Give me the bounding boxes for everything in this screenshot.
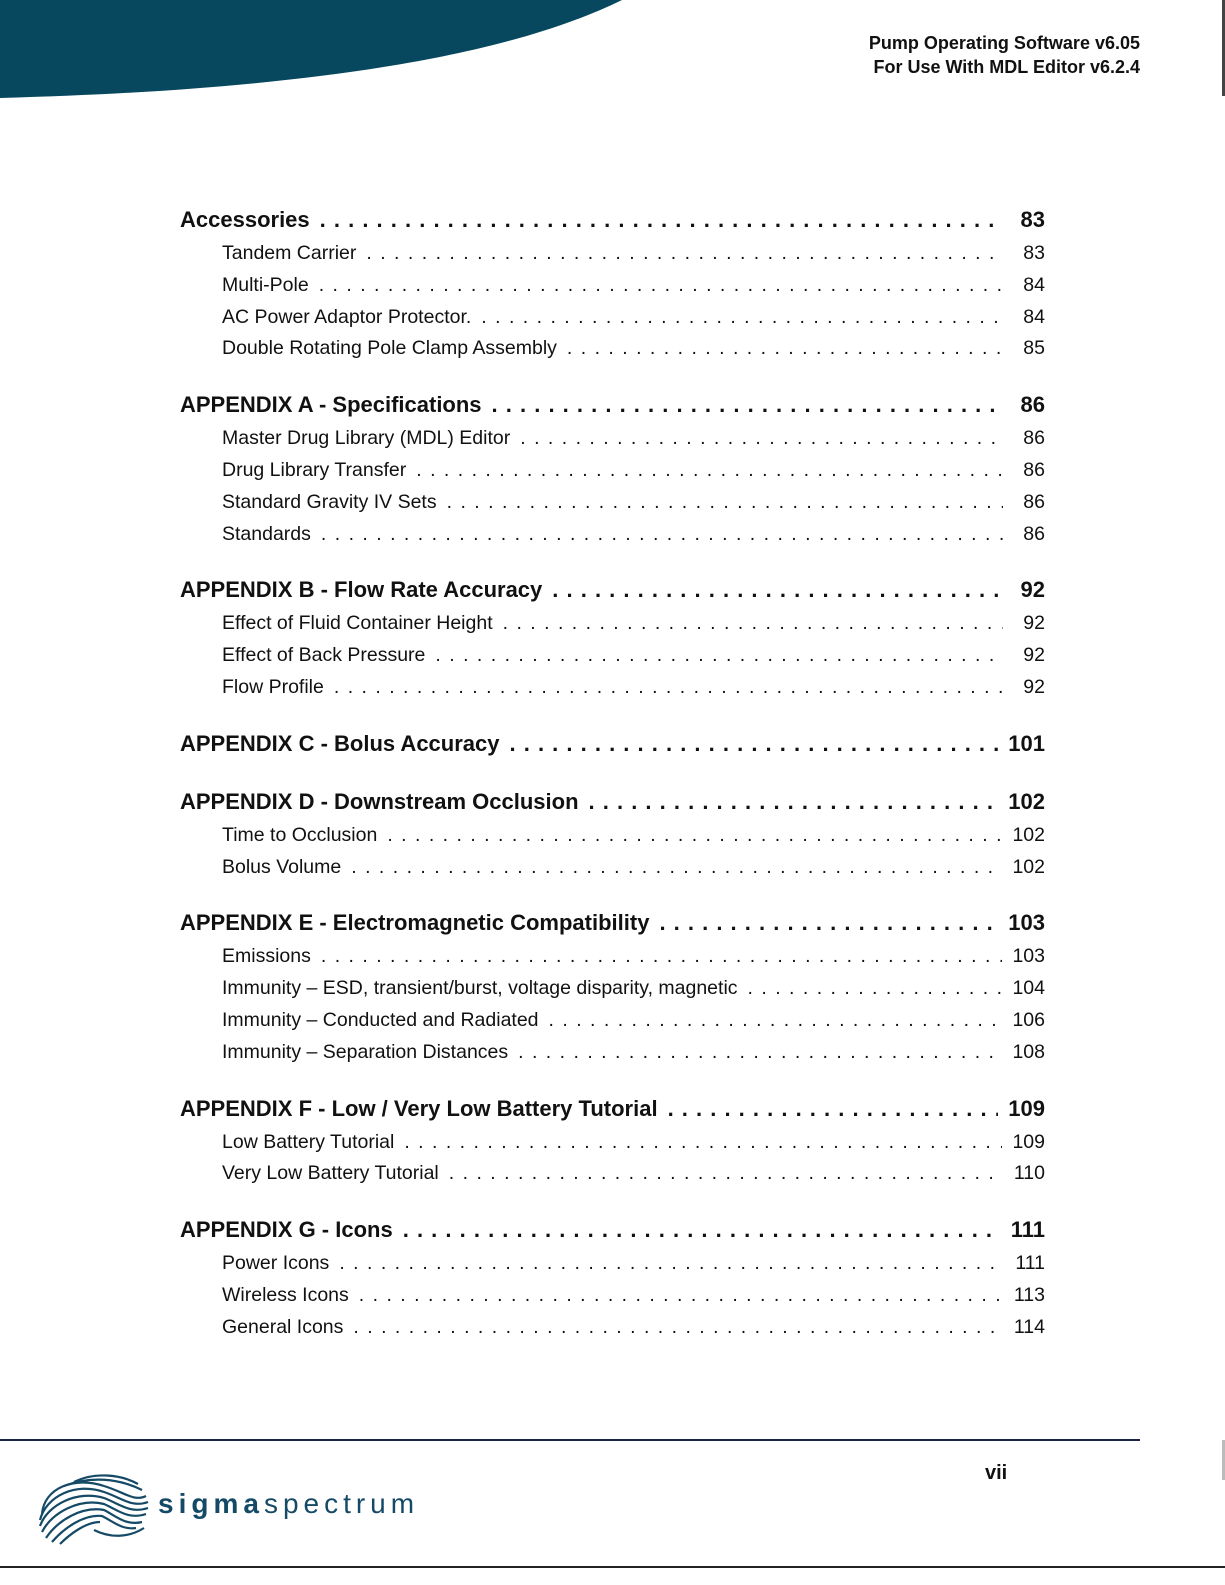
dot-leader <box>321 941 1003 973</box>
toc-subentry[interactable] <box>180 1248 1045 1280</box>
toc-subentry[interactable] <box>180 487 1045 519</box>
toc-chapter-entry-label: Accessories <box>180 207 310 232</box>
dot-leader <box>449 1158 1003 1190</box>
toc-chapter-entry-label: APPENDIX B - Flow Rate Accuracy <box>180 577 543 603</box>
toc-subentry-page: 85 <box>1023 337 1045 360</box>
dot-leader <box>549 1005 1003 1037</box>
toc-subentry[interactable] <box>180 423 1045 455</box>
toc-subentry-label: Bolus Volume <box>222 855 342 878</box>
dot-leader <box>403 1212 1001 1248</box>
toc-subentry-label: Multi-Pole <box>222 273 309 296</box>
toc-chapter-entry-page: 86 <box>1020 392 1045 418</box>
toc-subentry[interactable] <box>180 270 1045 302</box>
toc-subentry-label: Effect of Back Pressure <box>222 644 426 667</box>
toc-chapter-entry-page: 102 <box>1008 788 1045 814</box>
dot-leader <box>492 387 1003 423</box>
toc-subentry-page: 83 <box>1023 242 1045 264</box>
toc-chapter-entry-label: APPENDIX D - Downstream Occlusion <box>180 788 579 814</box>
dot-leader <box>351 852 1002 884</box>
toc-chapter-entry-label: APPENDIX G - Icons <box>180 1217 393 1243</box>
toc-subentry-label: Wireless Icons <box>222 1283 349 1306</box>
toc-subentry-page: 108 <box>1012 1040 1045 1063</box>
toc-subentry[interactable] <box>180 608 1045 640</box>
toc-subentry-page: 92 <box>1023 644 1045 667</box>
toc-chapter-entry-page: 83 <box>1020 207 1045 232</box>
toc-chapter-entry-page: 111 <box>1010 1217 1045 1243</box>
toc-chapter-entry[interactable] <box>180 784 1045 820</box>
toc-subentry-label: Power Icons <box>222 1252 330 1275</box>
toc-subentry-label: Drug Library Transfer <box>222 458 407 481</box>
page-number: vii <box>985 1462 1008 1484</box>
toc-subentry-label: Double Rotating Pole Clamp Assembly <box>222 337 557 360</box>
dot-leader <box>552 572 1003 608</box>
header-banner <box>0 0 640 100</box>
toc-section <box>180 726 1045 762</box>
toc-chapter-entry-label: APPENDIX A - Specifications <box>180 392 482 418</box>
dot-leader <box>668 1091 999 1127</box>
toc-subentry[interactable] <box>180 941 1045 973</box>
toc-subentry-page: 84 <box>1023 305 1045 328</box>
table-of-contents <box>180 202 1045 1366</box>
toc-subentry-page: 110 <box>1013 1162 1045 1185</box>
toc-subentry-label: Immunity – Separation Distances <box>222 1040 509 1063</box>
toc-subentry-page: 111 <box>1015 1252 1045 1275</box>
dot-leader <box>339 1248 1003 1280</box>
toc-subentry-page: 84 <box>1023 273 1045 296</box>
dot-leader <box>435 640 1003 672</box>
dot-leader <box>387 820 1002 852</box>
toc-subentry[interactable] <box>180 333 1045 365</box>
document-header <box>869 31 1140 79</box>
dot-leader <box>567 333 1003 365</box>
dot-leader <box>481 302 1003 334</box>
toc-subentry-label: Very Low Battery Tutorial <box>222 1162 439 1185</box>
logo-wordmark-bold: sigma <box>158 1488 264 1519</box>
toc-subentry-label: AC Power Adaptor Protector. <box>222 305 472 328</box>
toc-chapter-entry-page: 103 <box>1008 910 1045 936</box>
dot-leader <box>319 270 1003 302</box>
toc-subentry[interactable] <box>180 973 1045 1005</box>
toc-subentry-page: 113 <box>1013 1283 1045 1306</box>
header-line-1: Pump Operating Software v6.05 <box>868 33 1140 53</box>
toc-subentry-page: 102 <box>1012 823 1045 846</box>
toc-subentry-label: Effect of Fluid Container Height <box>222 612 493 635</box>
dot-leader <box>404 1127 1002 1159</box>
toc-section <box>180 202 1045 365</box>
toc-subentry[interactable] <box>180 1127 1045 1159</box>
toc-subentry-label: Low Battery Tutorial <box>222 1130 395 1153</box>
logo-wordmark <box>158 1488 419 1520</box>
dot-leader <box>503 608 1003 640</box>
toc-subentry-label: Master Drug Library (MDL) Editor <box>222 427 511 450</box>
toc-subentry-page: 102 <box>1012 855 1045 878</box>
logo-wordmark-light: spectrum <box>263 1488 420 1519</box>
dot-leader <box>510 726 999 762</box>
toc-subentry[interactable] <box>180 519 1045 551</box>
toc-subentry[interactable] <box>180 852 1045 884</box>
toc-subentry[interactable] <box>180 1037 1045 1069</box>
toc-section <box>180 387 1045 550</box>
toc-section <box>180 784 1045 884</box>
toc-chapter-entry[interactable] <box>180 1212 1045 1248</box>
toc-subentry-page: 104 <box>1012 977 1045 1000</box>
header-line-2: For Use With MDL Editor v6.2.4 <box>873 57 1140 77</box>
toc-subentry-label: Immunity – ESD, transient/burst, voltage disparity, magnetic <box>222 977 738 1000</box>
toc-subentry-page: 86 <box>1023 427 1045 450</box>
toc-subentry[interactable] <box>180 238 1045 270</box>
toc-subentry-page: 86 <box>1023 458 1045 481</box>
toc-chapter-entry-page: 101 <box>1008 730 1045 756</box>
dot-leader <box>447 487 1003 519</box>
toc-subentry[interactable] <box>180 820 1045 852</box>
toc-subentry-label: Standard Gravity IV Sets <box>222 490 437 513</box>
toc-subentry[interactable] <box>180 1158 1045 1190</box>
dot-leader <box>659 905 998 941</box>
toc-subentry-page: 92 <box>1023 612 1045 635</box>
toc-subentry[interactable] <box>180 455 1045 487</box>
swirl-logo-icon <box>40 1475 148 1544</box>
toc-subentry[interactable] <box>180 640 1045 672</box>
toc-section <box>180 1212 1045 1343</box>
toc-subentry-page: 103 <box>1012 945 1045 968</box>
toc-subentry[interactable] <box>180 1312 1045 1344</box>
toc-subentry-page: 86 <box>1023 490 1045 513</box>
toc-chapter-entry[interactable] <box>180 905 1045 941</box>
toc-subentry-page: 109 <box>1012 1130 1045 1153</box>
toc-subentry-label: Flow Profile <box>222 675 324 698</box>
toc-chapter-entry-label: APPENDIX E - Electromagnetic Compatibility <box>180 910 650 936</box>
toc-subentry-page: 92 <box>1023 675 1045 698</box>
toc-chapter-entry[interactable] <box>180 572 1045 608</box>
dot-leader <box>334 672 1003 704</box>
toc-subentry-label: Time to Occlusion <box>222 823 378 846</box>
toc-subentry-label: General Icons <box>222 1315 344 1338</box>
toc-subentry-label: Standards <box>222 522 311 545</box>
toc-subentry[interactable] <box>180 302 1045 334</box>
toc-chapter-entry-label: APPENDIX C - Bolus Accuracy <box>180 730 500 756</box>
toc-subentry[interactable] <box>180 672 1045 704</box>
dot-leader <box>359 1280 1003 1312</box>
dot-leader <box>320 202 1003 238</box>
dot-leader <box>366 238 1003 270</box>
toc-subentry[interactable] <box>180 1005 1045 1037</box>
dot-leader <box>353 1312 1003 1344</box>
toc-section <box>180 572 1045 703</box>
dot-leader <box>518 1037 1002 1069</box>
dot-leader <box>589 784 999 820</box>
toc-subentry-page: 114 <box>1013 1315 1045 1338</box>
toc-chapter-entry[interactable] <box>180 726 1045 762</box>
toc-subentry-page: 106 <box>1012 1008 1045 1031</box>
dot-leader <box>520 423 1003 455</box>
dot-leader <box>321 519 1003 551</box>
bottom-edge-line <box>0 1566 1225 1568</box>
footer-rule <box>0 1439 1140 1441</box>
toc-chapter-entry-page: 92 <box>1020 577 1045 603</box>
toc-section <box>180 1091 1045 1191</box>
toc-chapter-entry[interactable] <box>180 1091 1045 1127</box>
toc-subentry-label: Immunity – Conducted and Radiated <box>222 1008 539 1031</box>
toc-chapter-entry-label: APPENDIX F - Low / Very Low Battery Tutorial <box>180 1095 658 1121</box>
dot-leader <box>416 455 1003 487</box>
toc-chapter-entry[interactable] <box>180 387 1045 423</box>
toc-subentry-label: Emissions <box>222 945 311 968</box>
toc-subentry-label: Tandem Carrier <box>222 242 357 264</box>
toc-section <box>180 905 1045 1068</box>
dot-leader <box>748 973 1003 1005</box>
toc-chapter-entry-page: 109 <box>1008 1095 1045 1121</box>
toc-subentry[interactable] <box>180 1280 1045 1312</box>
toc-chapter-entry[interactable] <box>180 202 1045 238</box>
toc-subentry-page: 86 <box>1023 522 1045 545</box>
